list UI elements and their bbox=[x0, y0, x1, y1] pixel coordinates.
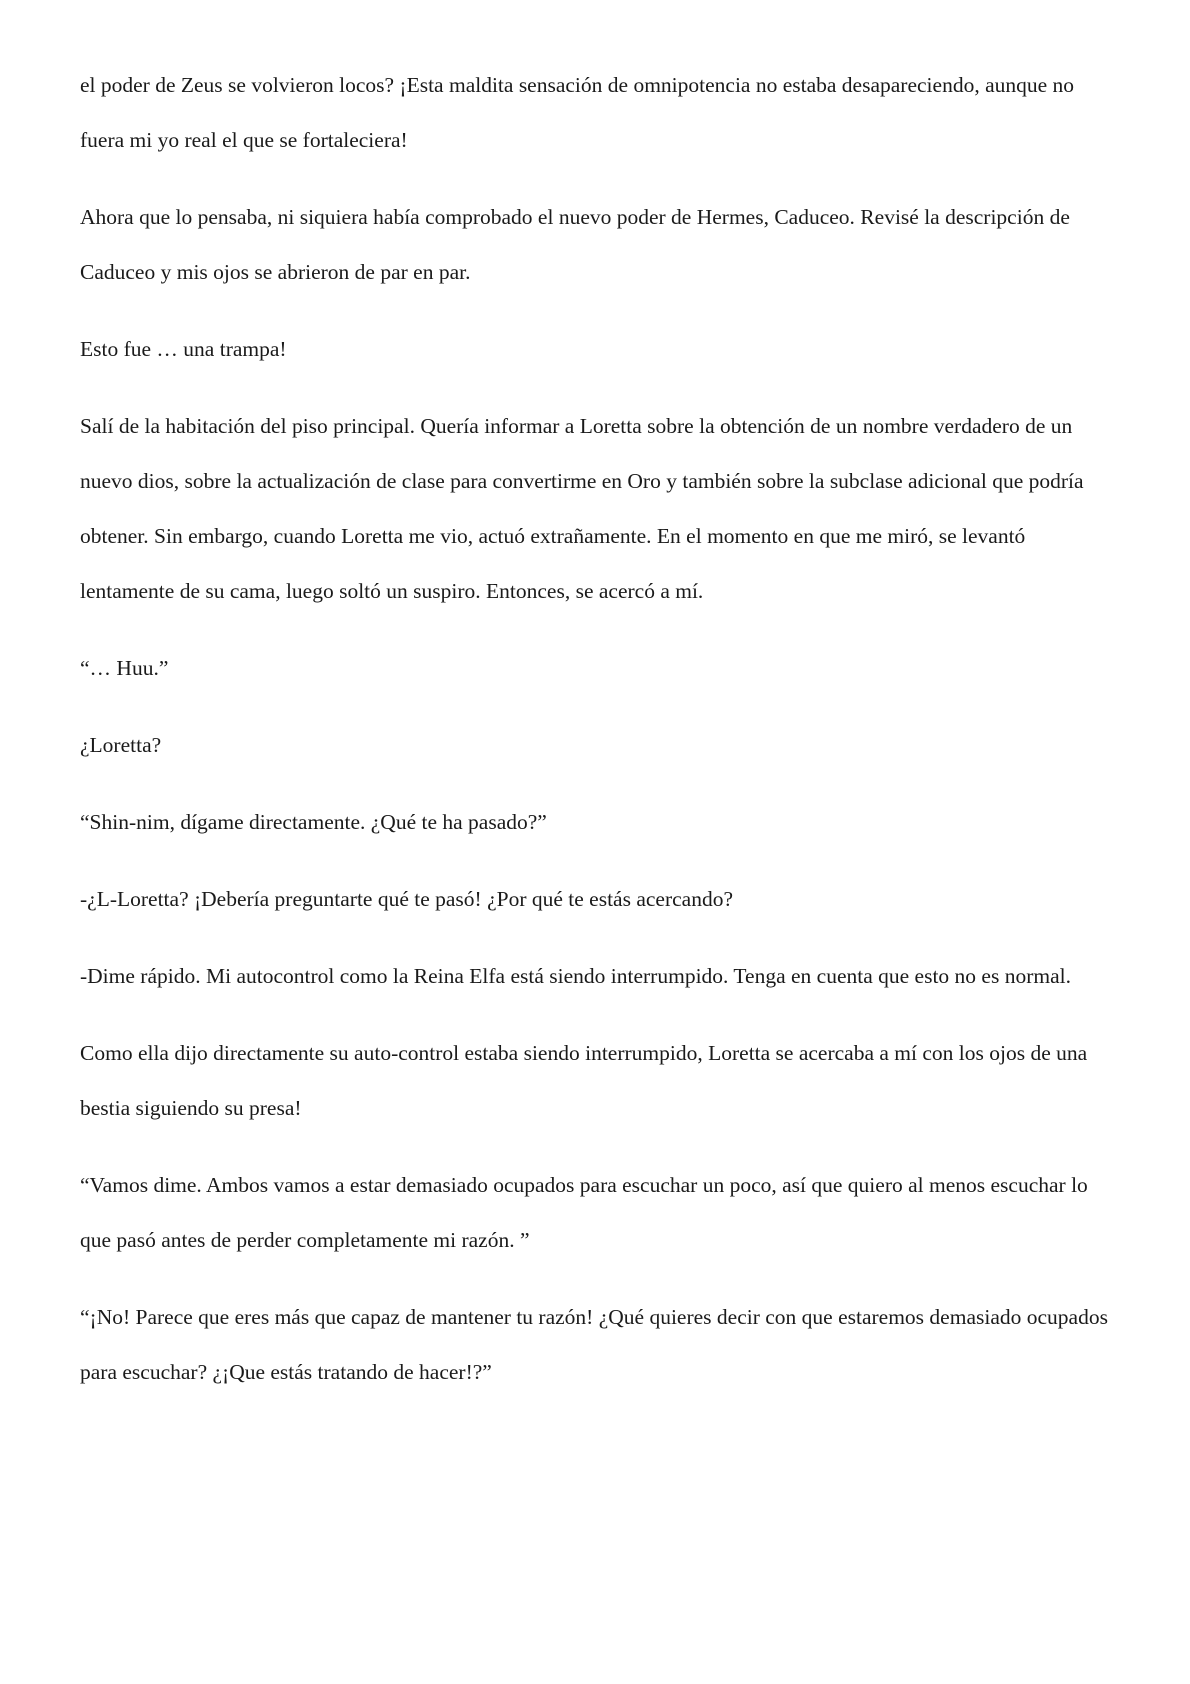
paragraph: -Dime rápido. Mi autocontrol como la Reina Elfa está siendo interrumpido. Tenga en cuenta que esto no es normal. bbox=[80, 964, 1071, 988]
paragraph: ¿Loretta? bbox=[80, 733, 162, 757]
paragraph: -¿L-Loretta? ¡Debería preguntarte qué te pasó! ¿Por qué te estás acercando? bbox=[80, 887, 734, 911]
paragraph: Ahora que lo pensaba, ni siquiera había comprobado el nuevo poder de Hermes, Caduceo. Revisé la descripción de Caduceo y mis ojos se abrieron de par en par. bbox=[80, 205, 1070, 284]
paragraph: “Vamos dime. Ambos vamos a estar demasiado ocupados para escuchar un poco, así que quiero al menos escuchar lo que pasó antes de perder completamente mi razón. ” bbox=[80, 1173, 1088, 1252]
paragraph: “… Huu.” bbox=[80, 656, 169, 680]
paragraph: Salí de la habitación del piso principal. Quería informar a Loretta sobre la obtención de un nombre verdadero de un nuevo dios, sobre la actualización de clase para convertirme en Oro y también sobre la subclase adicional que podría obtener. Sin embargo, cuando Loretta me vio, actuó extrañamente. En el momento en que me miró, se levantó lentamente de su cama, luego soltó un suspiro. Entonces, se acercó a mí. bbox=[80, 414, 1084, 603]
document-body bbox=[80, 58, 1120, 1422]
paragraph: el poder de Zeus se volvieron locos? ¡Esta maldita sensación de omnipotencia no estaba desapareciendo, aunque no fuera mi yo real el que se fortaleciera! bbox=[80, 73, 1075, 152]
paragraph: Esto fue … una trampa! bbox=[80, 337, 287, 361]
paragraph: Como ella dijo directamente su auto-control estaba siendo interrumpido, Loretta se acercaba a mí con los ojos de una bestia siguiendo su presa! bbox=[80, 1041, 1088, 1120]
paragraph: “¡No! Parece que eres más que capaz de mantener tu razón! ¿Qué quieres decir con que estaremos demasiado ocupados para escuchar? ¿¡Que estás tratando de hacer!?” bbox=[80, 1305, 1108, 1384]
paragraph: “Shin-nim, dígame directamente. ¿Qué te ha pasado?” bbox=[80, 810, 547, 834]
